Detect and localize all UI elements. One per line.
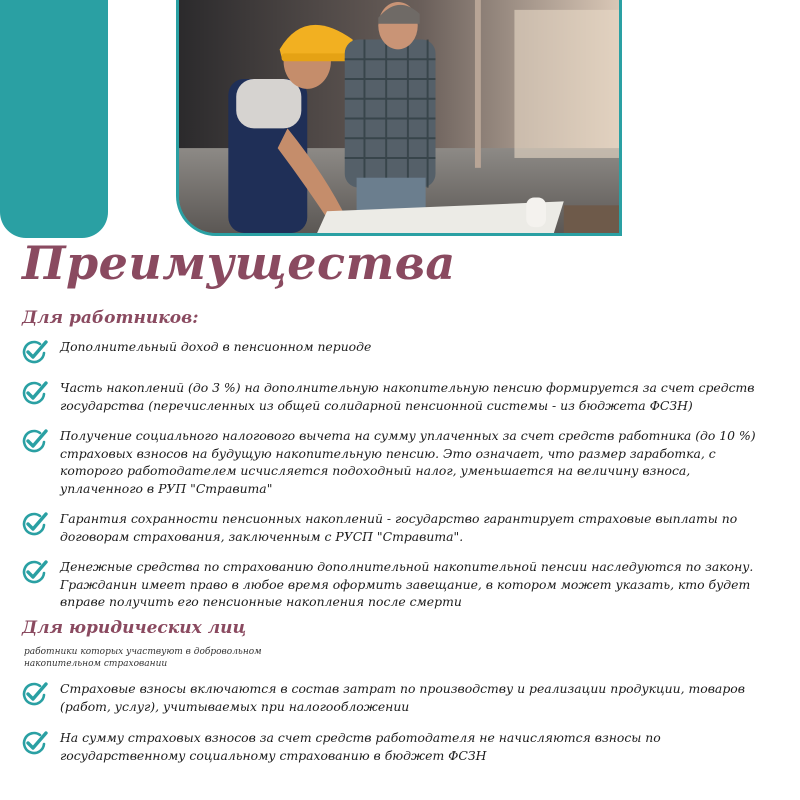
checkmark-icon: [20, 427, 48, 455]
benefit-text: Страховые взносы включаются в состав затрат по производству и реализации продукции, товаров (работ, услуг), учитываемых при налогообложении: [60, 681, 745, 714]
employers-heading: Для юридических лиц: [22, 618, 247, 638]
benefit-item: [20, 338, 772, 366]
checkmark-icon: [20, 510, 48, 538]
workers-reviewing-blueprints-photo: [179, 0, 619, 233]
benefit-item: [20, 427, 772, 497]
employers-note: работники которых участвуют в добровольном накопительном страховании: [24, 647, 262, 669]
benefit-text: На сумму страховых взносов за счет средств работодателя не начисляются взносы по государственному социальному страхованию в бюджет ФСЗН: [60, 730, 661, 763]
benefit-text: Дополнительный доход в пенсионном периоде: [60, 339, 372, 354]
workers-benefits-list: [20, 338, 772, 624]
benefit-text: Денежные средства по страхованию дополнительной накопительной пенсии наследуются по закону. Гражданин имеет право в любое время оформить завещание, в котором может указать, кто будет вправе получить его пенсионные накопления после смерти: [60, 559, 754, 609]
benefit-item: [20, 558, 772, 611]
page-title: Преимущества: [22, 236, 456, 290]
employers-benefits-list: [20, 680, 772, 778]
checkmark-icon: [20, 680, 48, 708]
benefit-text: Получение социального налогового вычета на сумму уплаченных за счет средств работника (до 10 %) страховых взносов на будущую накопительную пенсию. Это означает, что размер заработка, с которого работодателем исчисляется подоходный налог, уменьшается на величину взноса, уплаченного в РУП "Стравита": [60, 428, 756, 496]
benefit-item: [20, 680, 772, 715]
benefit-item: [20, 379, 772, 414]
checkmark-icon: [20, 338, 48, 366]
benefit-item: [20, 729, 772, 764]
benefit-text: Гарантия сохранности пенсионных накоплений - государство гарантирует страховые выплаты по договорам страхования, заключенным с РУСП "Стравита".: [60, 511, 738, 544]
workers-heading: Для работников:: [22, 308, 199, 328]
benefit-text: Часть накоплений (до 3 %) на дополнительную накопительную пенсию формируется за счет средств государства (перечисленных из общей солидарной пенсионной системы - из бюджета ФСЗН): [60, 380, 755, 413]
checkmark-icon: [20, 558, 48, 586]
benefit-item: [20, 510, 772, 545]
checkmark-icon: [20, 379, 48, 407]
workers-photo: [176, 0, 622, 236]
checkmark-icon: [20, 729, 48, 757]
decorative-teal-bar: [0, 0, 108, 238]
